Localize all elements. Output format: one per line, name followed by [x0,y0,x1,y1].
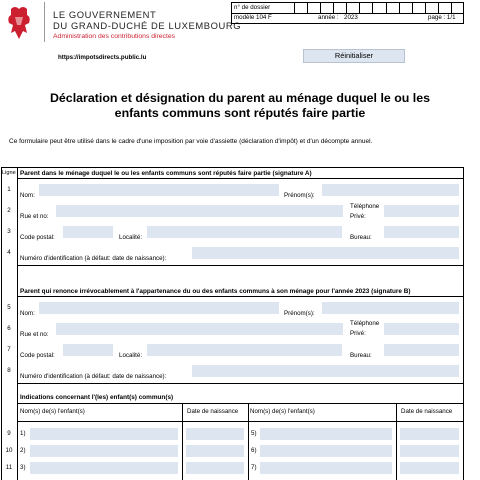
child-birthdate-field[interactable] [186,428,244,440]
child-birthdate-field[interactable] [400,462,459,474]
dossier-box [231,2,464,24]
org-name [53,9,241,31]
localite-field-a[interactable] [147,226,342,238]
line-number: 11 [5,464,13,471]
code-postal-field-a[interactable] [63,226,113,238]
child-birthdate-field[interactable] [400,445,459,457]
line-number: 2 [7,207,11,214]
child-index: 7) [251,464,257,471]
bureau-label: Bureau: [350,234,372,241]
nom-field-b[interactable] [39,302,279,314]
nom-label: Nom: [20,192,35,199]
child-name-field[interactable] [260,462,392,474]
prive-label: Privé: [350,213,366,220]
numero-id-label: Numéro d'identification (à défaut: date de naissance): [20,255,167,262]
rue-label: Rue et no: [20,213,49,220]
section-c-title: Indications concernant l'(les) enfant(s) commun(s) [20,394,174,401]
line-number: 8 [7,367,11,374]
annee-label: année : [318,14,339,21]
telephone-field-a[interactable] [384,205,459,217]
nom-label: Nom: [20,310,35,317]
prenom-label: Prénom(s): [284,192,315,199]
child-birthdate-field[interactable] [186,462,244,474]
child-index: 2) [20,447,26,454]
org-line3: Administration des contributions directes [53,33,176,40]
intro-text: Ce formulaire peut être utilisé dans le cadre d'une imposition par voie d'assiette (déclaration d'impôt) et d'un décompte annuel. [9,138,373,145]
line-number: 9 [7,430,11,437]
line-number: 4 [7,249,11,256]
bureau-field-a[interactable] [384,226,459,238]
col-header-name: Nom(s) de(s) l'enfant(s) [20,408,85,415]
bureau-label: Bureau: [350,352,372,359]
child-index: 1) [20,430,26,437]
col-header-date: Date de naissance [401,408,453,415]
title-line1: Déclaration et désignation du parent au ménage duquel le ou les [49,91,431,105]
prive-label: Privé: [350,330,366,337]
col-header-name: Nom(s) de(s) l'enfant(s) [250,408,315,415]
telephone-label: Téléphone [350,320,380,327]
rue-label: Rue et no: [20,331,49,338]
localite-label: Localité: [119,352,143,359]
child-index: 3) [20,464,26,471]
reset-button[interactable]: Réinitialiser [303,49,405,63]
child-birthdate-field[interactable] [186,445,244,457]
dossier-number-cells[interactable] [294,3,464,13]
title-line2: enfants communs sont réputés faire partie [114,106,366,120]
page-title [0,91,480,121]
child-name-field[interactable] [30,445,178,457]
rue-field-a[interactable] [56,205,343,217]
website: https://impotsdirects.public.lu [58,54,147,61]
numero-id-label: Numéro d'identification (à défaut: date de naissance): [20,373,167,380]
prenom-field-b[interactable] [322,302,459,314]
col-header-date: Date de naissance [187,408,239,415]
child-name-field[interactable] [260,445,392,457]
page-number: page : 1/1 [428,14,456,21]
child-name-field[interactable] [30,428,178,440]
code-postal-label: Code postal: [20,234,55,241]
code-postal-field-b[interactable] [63,344,113,356]
org-line2: DU GRAND-DUCHÉ DE LUXEMBOURG [53,20,242,31]
telephone-field-b[interactable] [384,323,459,335]
child-name-field[interactable] [30,462,178,474]
line-number: 7 [7,346,11,353]
line-number: 3 [7,228,11,235]
section-b-title: Parent qui renonce irrévocablement à l'appartenance du ou des enfants communs à son ménage pour l'année 2023 (signature B) [20,288,411,295]
line-number: 5 [7,304,11,311]
line-number: 10 [5,447,13,454]
modele-label: modèle 104 F [234,14,272,21]
code-postal-label: Code postal: [20,352,55,359]
bureau-field-b[interactable] [384,344,459,356]
numero-id-field-b[interactable] [192,365,459,377]
coat-of-arms-logo [3,3,37,43]
localite-field-b[interactable] [147,344,342,356]
line-number: 6 [7,325,11,332]
dossier-label: n° de dossier [234,4,271,11]
nom-field-a[interactable] [39,184,279,196]
child-index: 6) [251,447,257,454]
localite-label: Localité: [119,234,143,241]
line-number: 1 [7,186,11,193]
telephone-label: Téléphone [350,203,380,210]
numero-id-field-a[interactable] [192,247,459,259]
section-a-title: Parent dans le ménage duquel le ou les enfants communs sont réputés faire partie (signature A) [20,170,312,177]
child-name-field[interactable] [260,428,392,440]
prenom-label: Prénom(s): [284,310,315,317]
child-birthdate-field[interactable] [400,428,459,440]
child-index: 5) [251,430,257,437]
logo-divider [44,2,45,42]
prenom-field-a[interactable] [322,184,459,196]
org-line1: LE GOUVERNEMENT [53,9,157,20]
annee-value: 2023 [344,14,358,21]
ligne-label: Ligne [2,170,16,176]
rue-field-b[interactable] [56,323,343,335]
